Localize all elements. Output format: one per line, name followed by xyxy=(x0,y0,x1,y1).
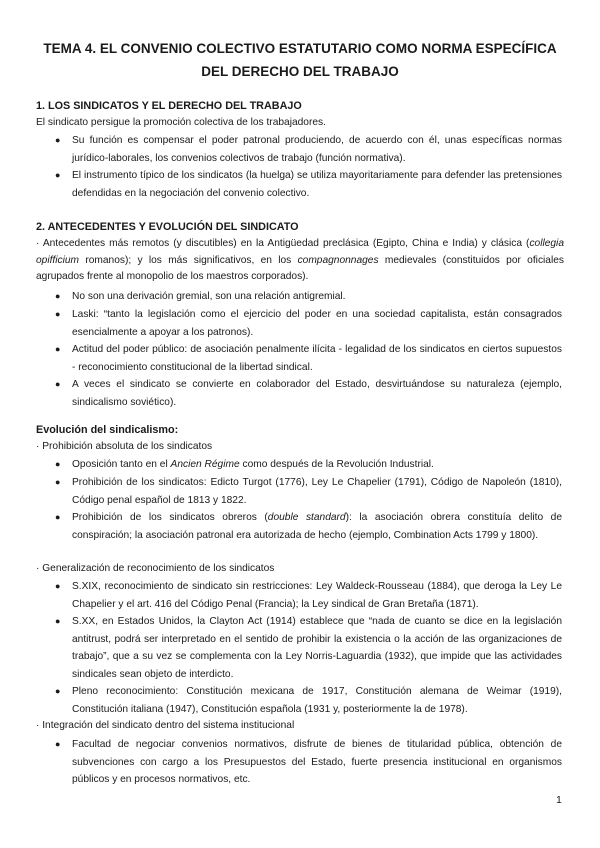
p1-b3-italic: double standard xyxy=(267,512,346,523)
section-1-bullet-2: ● El instrumento típico de los sindicatos (la huelga) se utiliza mayoritariamente para defender las pretensiones defendidas en la negociación del convenio colectivo. xyxy=(72,167,562,202)
evolution-point-1: · Prohibición absoluta de los sindicatos xyxy=(36,441,213,452)
p1-b1-part-a: Oposición tanto en el xyxy=(72,459,171,470)
section-2-bullet-2: ● Laski: “tanto la legislación como el ejercicio del poder en una sociedad capitalista, están consagrados esencialmente a apoyar a los patronos). xyxy=(72,306,562,341)
document-title xyxy=(30,37,570,83)
section-2-intro-part-a: · Antecedentes más remotos (y discutibles) en la Antigüedad preclásica (Egipto, China e India) y clásica ( xyxy=(36,238,530,249)
section-2-heading: 2. ANTECEDENTES Y EVOLUCIÓN DEL SINDICATO xyxy=(36,221,299,233)
p1-b1-part-b: como después de la Revolución Industrial. xyxy=(239,459,434,470)
evolution-point-2: · Generalización de reconocimiento de los sindicatos xyxy=(36,563,275,574)
section-2-intro-italic-1: collegia opifficium xyxy=(36,238,564,266)
section-2-intro xyxy=(36,236,564,286)
page-number: 1 xyxy=(556,794,562,806)
title-line-1: TEMA 4. EL CONVENIO COLECTIVO ESTATUTARIO COMO NORMA ESPECÍFICA xyxy=(43,41,557,56)
section-2-bullet-3: ● Actitud del poder público: de asociación penalmente ilícita - legalidad de los sindicatos en ciertos supuestos - reconocimiento constitucional de la libertad sindical. xyxy=(72,341,562,376)
section-2-intro-italic-2: compagnonnages xyxy=(297,254,379,266)
p1-b1-italic: Ancien Régime xyxy=(170,459,240,470)
evolution-point-3: · Integración del sindicato dentro del sistema institucional xyxy=(36,720,295,731)
evolution-point-2-bullet-1: ● S.XIX, reconocimiento de sindicato sin restricciones: Ley Waldeck-Rousseau (1884), que deroga la Ley Le Chapelier y el art. 416 del Código Penal (Francia); la Ley sindical de Gran Bretaña (1871). xyxy=(72,578,562,613)
section-2-intro-part-c: medievales (constituidos por oficiales agrupados frente al monopolio de los maestros corporados). xyxy=(36,254,564,282)
evolution-point-1-bullet-3 xyxy=(72,509,562,544)
evolution-point-2-bullet-2: ● S.XX, en Estados Unidos, la Clayton Act (1914) establece que “nada de cuanto se dice en la legislación antitrust, podrá ser interpretado en el sentido de prohibir la existencia o la acción de las organizaciones de trabajo”, que a su vez se complementa con la Ley Norris-Laguardia (1932), que impide que las actividades sindicales sean objeto de interdicto. xyxy=(72,613,562,683)
title-line-2: DEL DERECHO DEL TRABAJO xyxy=(201,64,399,79)
p1-b3-part-b: ): la asociación obrera constituía delito de conspiración; la asociación patronal era autorizada de hecho (ejemplo, Combination Acts 1799 y 1800). xyxy=(72,512,562,541)
evolution-heading: Evolución del sindicalismo: xyxy=(36,424,179,436)
evolution-point-1-bullet-1 xyxy=(72,456,562,474)
section-2-bullet-1: ● No son una derivación gremial, son una relación antigremial. xyxy=(72,288,562,306)
evolution-point-1-bullet-2: ● Prohibición de los sindicatos: Edicto Turgot (1776), Ley Le Chapelier (1791), Código de Napoleón (1810), Código penal español de 1813 y 1822. xyxy=(72,474,562,509)
section-1-heading: 1. LOS SINDICATOS Y EL DERECHO DEL TRABAJO xyxy=(36,100,302,112)
p1-b3-part-a: Prohibición de los sindicatos obreros ( xyxy=(72,512,268,523)
section-2-intro-part-b: romanos); y los más significativos, en los xyxy=(79,254,298,266)
section-2-bullet-4: ● A veces el sindicato se convierte en colaborador del Estado, desvirtuándose su naturaleza (ejemplo, sindicalismo soviético). xyxy=(72,376,562,411)
section-1-bullet-1: ● Su función es compensar el poder patronal produciendo, de acuerdo con él, unas específicas normas jurídico-laborales, los convenios colectivos de trabajo (función normativa). xyxy=(72,132,562,167)
evolution-point-2-bullet-3: ● Pleno reconocimiento: Constitución mexicana de 1917, Constitución alemana de Weimar (1919), Constitución italiana (1947), Constitución española (1931 y, posteriormente la de 1978). xyxy=(72,683,562,718)
evolution-point-3-bullet-1: ● Facultad de negociar convenios normativos, disfrute de bienes de titularidad pública, obtención de subvenciones con cargo a los Presupuestos del Estado, fuerte presencia institucional en organismos públicos y en procesos normativos, etc. xyxy=(72,736,562,789)
section-1-intro: El sindicato persigue la promoción colectiva de los trabajadores. xyxy=(36,117,326,128)
